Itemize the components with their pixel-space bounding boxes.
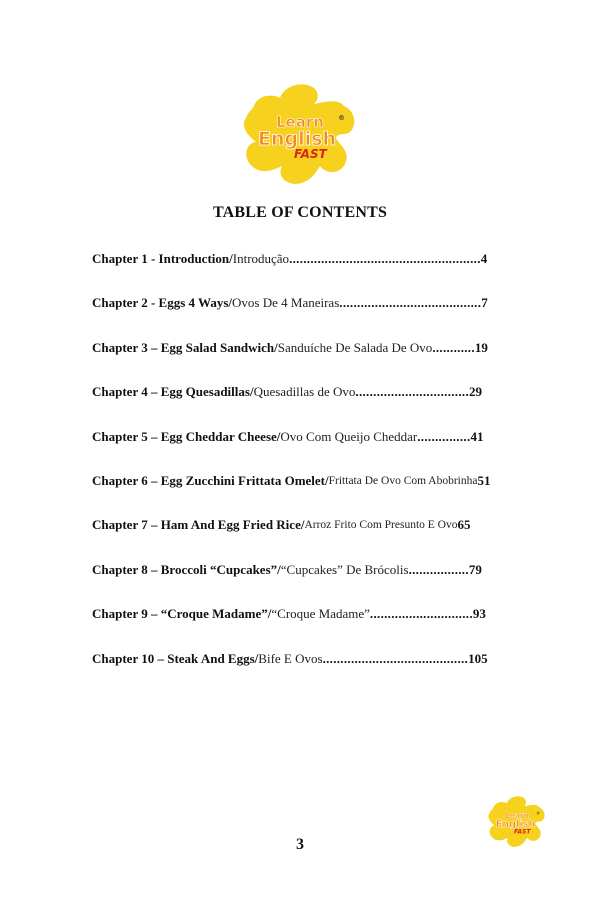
title-separator: / <box>254 650 259 666</box>
chapter-title-pt: Arroz Frito Com Presunto E Ovo <box>304 519 458 532</box>
leader-dots: ........................................ <box>339 295 482 311</box>
title-separator: / <box>249 384 254 400</box>
page-reference: 51 <box>477 472 491 488</box>
chapter-title-en: Chapter 10 – Steak And Eggs <box>92 650 255 666</box>
puzzle-logo-icon <box>240 76 360 194</box>
page-reference: 93 <box>472 606 486 622</box>
page-reference: 105 <box>468 650 488 666</box>
leader-dots: ................................ <box>355 384 469 400</box>
title-separator: / <box>267 606 272 622</box>
chapter-title-pt: Quesadillas de Ovo <box>253 384 356 400</box>
logo-english-text: English <box>258 128 336 150</box>
toc-entry-chapter-1 <box>92 251 522 295</box>
chapter-title-en: Chapter 2 - Eggs 4 Ways <box>92 295 229 311</box>
toc-title: TABLE OF CONTENTS <box>212 204 388 221</box>
chapter-title-en: Chapter 6 – Egg Zucchini Frittata Omelet <box>92 472 326 488</box>
title-separator: / <box>325 472 329 488</box>
leader-dots: ............... <box>417 428 471 444</box>
chapter-title-en: Chapter 5 – Egg Cheddar Cheese <box>92 428 277 444</box>
page-reference: 41 <box>470 428 484 444</box>
logo-learn-text: Learn <box>276 113 324 131</box>
leader-dots: ......................................... <box>322 650 469 666</box>
logo-fast-text: FAST <box>513 828 531 836</box>
toc-list <box>92 251 522 695</box>
toc-entry-chapter-4 <box>92 384 522 428</box>
toc-entry-chapter-5 <box>92 429 522 473</box>
leader-dots: ...................................................... <box>289 251 481 266</box>
learn-english-fast-logo <box>240 76 360 194</box>
chapter-title-pt: Ovo Com Queijo Cheddar <box>280 428 418 444</box>
title-separator: / <box>228 295 233 311</box>
chapter-title-en: Chapter 4 – Egg Quesadillas <box>92 384 250 400</box>
chapter-title-pt: Introdução <box>232 251 290 266</box>
chapter-title-pt: Sanduíche De Salada De Ovo <box>277 339 433 355</box>
chapter-title-en: Chapter 8 – Broccoli “Cupcakes” <box>92 561 278 577</box>
toc-entry-chapter-7 <box>92 517 522 561</box>
page-reference: 65 <box>457 517 471 533</box>
logo-english-text: English <box>495 819 536 831</box>
toc-entry-chapter-3 <box>92 340 522 384</box>
toc-entry-chapter-8 <box>92 562 522 606</box>
toc-entry-chapter-10 <box>92 651 522 695</box>
toc-entry-chapter-2 <box>92 295 522 339</box>
logo-learn-text: Learn <box>504 810 530 820</box>
title-separator: / <box>277 561 281 577</box>
page-number: 3 <box>296 836 304 853</box>
learn-english-fast-logo-small <box>486 792 548 852</box>
chapter-title-pt: Frittata De Ovo Com Abobrinha <box>328 474 478 487</box>
chapter-title-en: Chapter 9 – “Croque Madame” <box>92 606 268 622</box>
chapter-title-pt: “Cupcakes” De Brócolis <box>280 561 409 577</box>
chapter-title-pt: Ovos De 4 Maneiras <box>232 295 340 311</box>
page-reference: 29 <box>469 384 482 400</box>
logo-fast-text: FAST <box>294 147 327 161</box>
chapter-title-en: Chapter 3 – Egg Salad Sandwich <box>92 339 275 355</box>
title-separator: / <box>229 251 233 266</box>
logo-registered-mark: ® <box>536 811 540 816</box>
toc-entry-chapter-6 <box>92 473 522 517</box>
page-reference: 79 <box>468 561 482 577</box>
leader-dots: ................. <box>408 561 469 577</box>
title-separator: / <box>274 339 278 355</box>
puzzle-logo-icon <box>486 792 548 852</box>
logo-registered-mark: ® <box>338 114 345 122</box>
title-separator: / <box>276 428 281 444</box>
chapter-title-en: Chapter 7 – Ham And Egg Fried Rice <box>92 517 301 533</box>
page-reference: 7 <box>481 295 488 311</box>
chapter-title-pt: “Croque Madame” <box>271 606 370 622</box>
title-separator: / <box>300 517 305 533</box>
leader-dots: ............ <box>432 339 475 355</box>
page-reference: 4 <box>480 251 488 266</box>
chapter-title-en: Chapter 1 - Introduction <box>92 251 230 266</box>
page-reference: 19 <box>474 339 488 355</box>
toc-entry-chapter-9 <box>92 606 522 650</box>
leader-dots: ............................. <box>369 606 473 622</box>
chapter-title-pt: Bife E Ovos <box>258 650 323 666</box>
